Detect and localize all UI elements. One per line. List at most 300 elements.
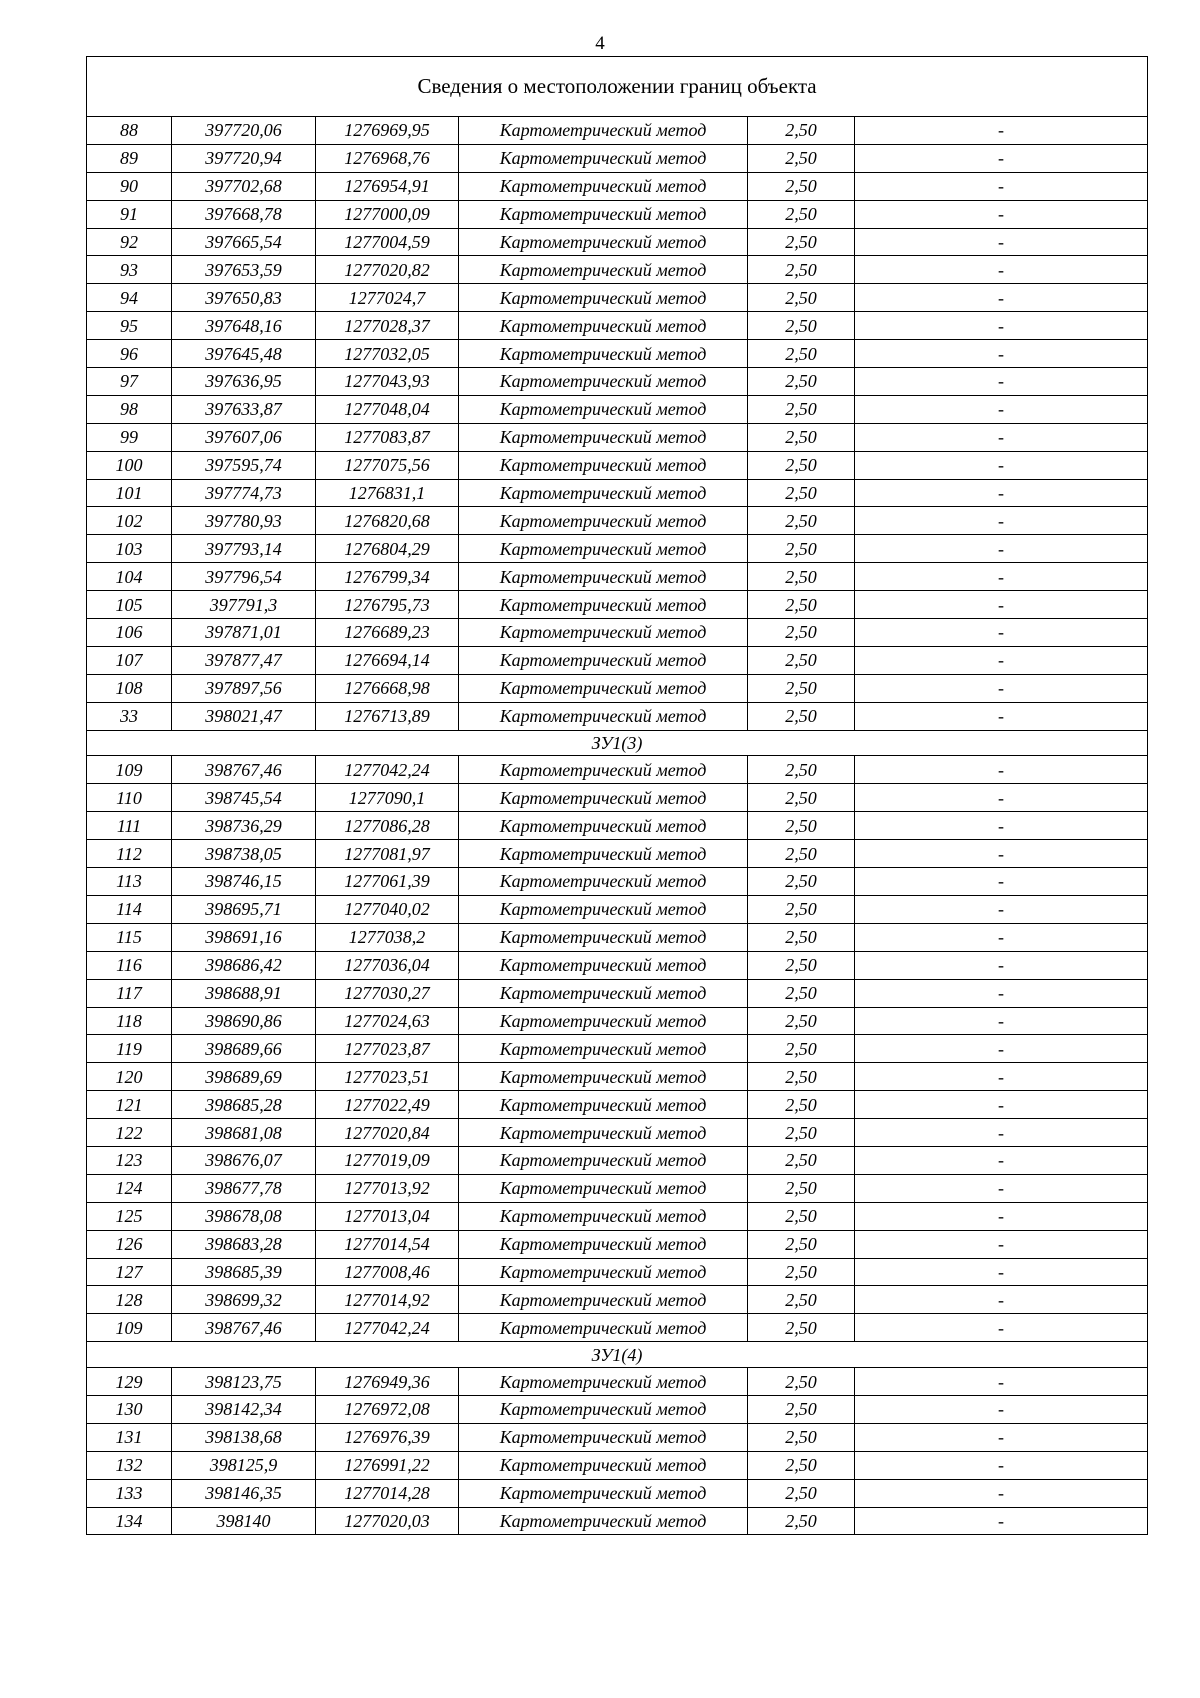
point-number-cell: 109: [87, 756, 172, 784]
accuracy-cell: 2,50: [748, 895, 855, 923]
method-cell: Картометрический метод: [459, 868, 748, 896]
table-row: [87, 1202, 1148, 1230]
method-cell: Картометрический метод: [459, 619, 748, 647]
y-coordinate-cell: 1277023,87: [316, 1035, 459, 1063]
point-number-cell: 128: [87, 1286, 172, 1314]
y-coordinate-cell: 1277020,84: [316, 1119, 459, 1147]
point-number-cell: 100: [87, 451, 172, 479]
method-cell: Картометрический метод: [459, 256, 748, 284]
table-row: [87, 868, 1148, 896]
description-cell: -: [855, 840, 1148, 868]
method-cell: Картометрический метод: [459, 479, 748, 507]
description-cell: -: [855, 423, 1148, 451]
accuracy-cell: 2,50: [748, 1507, 855, 1535]
method-cell: Картометрический метод: [459, 1451, 748, 1479]
description-cell: -: [855, 1174, 1148, 1202]
y-coordinate-cell: 1277014,92: [316, 1286, 459, 1314]
y-coordinate-cell: 1277014,28: [316, 1479, 459, 1507]
description-cell: -: [855, 895, 1148, 923]
y-coordinate-cell: 1276795,73: [316, 591, 459, 619]
point-number-cell: 106: [87, 619, 172, 647]
description-cell: -: [855, 144, 1148, 172]
y-coordinate-cell: 1277043,93: [316, 368, 459, 396]
accuracy-cell: 2,50: [748, 868, 855, 896]
table-row: [87, 1314, 1148, 1342]
table-row: [87, 1395, 1148, 1423]
point-number-cell: 89: [87, 144, 172, 172]
y-coordinate-cell: 1276804,29: [316, 535, 459, 563]
description-cell: -: [855, 563, 1148, 591]
y-coordinate-cell: 1277090,1: [316, 784, 459, 812]
page-number: 4: [595, 33, 605, 54]
method-cell: Картометрический метод: [459, 1174, 748, 1202]
method-cell: Картометрический метод: [459, 172, 748, 200]
method-cell: Картометрический метод: [459, 1202, 748, 1230]
x-coordinate-cell: 397791,3: [172, 591, 316, 619]
x-coordinate-cell: 397720,94: [172, 144, 316, 172]
table-row: [87, 256, 1148, 284]
accuracy-cell: 2,50: [748, 479, 855, 507]
point-number-cell: 120: [87, 1063, 172, 1091]
y-coordinate-cell: 1277032,05: [316, 340, 459, 368]
point-number-cell: 132: [87, 1451, 172, 1479]
method-cell: Картометрический метод: [459, 312, 748, 340]
table-row: [87, 923, 1148, 951]
accuracy-cell: 2,50: [748, 1451, 855, 1479]
table-row: [87, 144, 1148, 172]
accuracy-cell: 2,50: [748, 451, 855, 479]
y-coordinate-cell: 1276799,34: [316, 563, 459, 591]
x-coordinate-cell: 397653,59: [172, 256, 316, 284]
point-number-cell: 126: [87, 1230, 172, 1258]
y-coordinate-cell: 1276969,95: [316, 117, 459, 145]
table-row: [87, 951, 1148, 979]
table-row: [87, 1479, 1148, 1507]
point-number-cell: 110: [87, 784, 172, 812]
description-cell: -: [855, 591, 1148, 619]
y-coordinate-cell: 1276991,22: [316, 1451, 459, 1479]
accuracy-cell: 2,50: [748, 646, 855, 674]
table-row: [87, 1368, 1148, 1396]
accuracy-cell: 2,50: [748, 507, 855, 535]
point-number-cell: 133: [87, 1479, 172, 1507]
point-number-cell: 105: [87, 591, 172, 619]
x-coordinate-cell: 398683,28: [172, 1230, 316, 1258]
x-coordinate-cell: 397595,74: [172, 451, 316, 479]
accuracy-cell: 2,50: [748, 591, 855, 619]
y-coordinate-cell: 1277019,09: [316, 1146, 459, 1174]
x-coordinate-cell: 397668,78: [172, 200, 316, 228]
point-number-cell: 119: [87, 1035, 172, 1063]
description-cell: -: [855, 228, 1148, 256]
table-row: [87, 674, 1148, 702]
description-cell: -: [855, 784, 1148, 812]
x-coordinate-cell: 397780,93: [172, 507, 316, 535]
description-cell: -: [855, 1395, 1148, 1423]
y-coordinate-cell: 1276831,1: [316, 479, 459, 507]
x-coordinate-cell: 398678,08: [172, 1202, 316, 1230]
x-coordinate-cell: 397702,68: [172, 172, 316, 200]
x-coordinate-cell: 398123,75: [172, 1368, 316, 1396]
point-number-cell: 129: [87, 1368, 172, 1396]
point-number-cell: 90: [87, 172, 172, 200]
x-coordinate-cell: 397720,06: [172, 117, 316, 145]
table-row: [87, 1258, 1148, 1286]
method-cell: Картометрический метод: [459, 340, 748, 368]
table-row: [87, 1423, 1148, 1451]
accuracy-cell: 2,50: [748, 340, 855, 368]
y-coordinate-cell: 1277008,46: [316, 1258, 459, 1286]
description-cell: -: [855, 1202, 1148, 1230]
description-cell: -: [855, 1230, 1148, 1258]
method-cell: Картометрический метод: [459, 1091, 748, 1119]
method-cell: Картометрический метод: [459, 144, 748, 172]
accuracy-cell: 2,50: [748, 535, 855, 563]
point-number-cell: 134: [87, 1507, 172, 1535]
description-cell: -: [855, 312, 1148, 340]
accuracy-cell: 2,50: [748, 951, 855, 979]
method-cell: Картометрический метод: [459, 1286, 748, 1314]
y-coordinate-cell: 1277014,54: [316, 1230, 459, 1258]
table-row: [87, 812, 1148, 840]
point-number-cell: 93: [87, 256, 172, 284]
table-row: [87, 702, 1148, 730]
x-coordinate-cell: 398676,07: [172, 1146, 316, 1174]
accuracy-cell: 2,50: [748, 423, 855, 451]
accuracy-cell: 2,50: [748, 1202, 855, 1230]
table-row: [87, 979, 1148, 1007]
accuracy-cell: 2,50: [748, 619, 855, 647]
point-number-cell: 103: [87, 535, 172, 563]
point-number-cell: 118: [87, 1007, 172, 1035]
table-row: [87, 1091, 1148, 1119]
accuracy-cell: 2,50: [748, 1119, 855, 1147]
table-row: [87, 563, 1148, 591]
point-number-cell: 127: [87, 1258, 172, 1286]
point-number-cell: 107: [87, 646, 172, 674]
method-cell: Картометрический метод: [459, 1395, 748, 1423]
accuracy-cell: 2,50: [748, 812, 855, 840]
x-coordinate-cell: 397877,47: [172, 646, 316, 674]
y-coordinate-cell: 1277083,87: [316, 423, 459, 451]
method-cell: Картометрический метод: [459, 923, 748, 951]
x-coordinate-cell: 398125,9: [172, 1451, 316, 1479]
y-coordinate-cell: 1276713,89: [316, 702, 459, 730]
table-row: [87, 1174, 1148, 1202]
accuracy-cell: 2,50: [748, 395, 855, 423]
method-cell: Картометрический метод: [459, 1007, 748, 1035]
method-cell: Картометрический метод: [459, 812, 748, 840]
point-number-cell: 99: [87, 423, 172, 451]
x-coordinate-cell: 397665,54: [172, 228, 316, 256]
table-row: [87, 172, 1148, 200]
x-coordinate-cell: 398689,66: [172, 1035, 316, 1063]
accuracy-cell: 2,50: [748, 117, 855, 145]
x-coordinate-cell: 398689,69: [172, 1063, 316, 1091]
description-cell: -: [855, 340, 1148, 368]
accuracy-cell: 2,50: [748, 144, 855, 172]
description-cell: -: [855, 1507, 1148, 1535]
accuracy-cell: 2,50: [748, 702, 855, 730]
method-cell: Картометрический метод: [459, 1507, 748, 1535]
table-row: [87, 228, 1148, 256]
method-cell: Картометрический метод: [459, 674, 748, 702]
accuracy-cell: 2,50: [748, 1395, 855, 1423]
y-coordinate-cell: 1277004,59: [316, 228, 459, 256]
accuracy-cell: 2,50: [748, 1146, 855, 1174]
x-coordinate-cell: 397774,73: [172, 479, 316, 507]
method-cell: Картометрический метод: [459, 228, 748, 256]
x-coordinate-cell: 398142,34: [172, 1395, 316, 1423]
method-cell: Картометрический метод: [459, 1119, 748, 1147]
point-number-cell: 115: [87, 923, 172, 951]
x-coordinate-cell: 397793,14: [172, 535, 316, 563]
accuracy-cell: 2,50: [748, 1314, 855, 1342]
table-title: Сведения о местоположении границ объекта: [87, 57, 1148, 117]
y-coordinate-cell: 1277036,04: [316, 951, 459, 979]
accuracy-cell: 2,50: [748, 1368, 855, 1396]
point-number-cell: 121: [87, 1091, 172, 1119]
x-coordinate-cell: 398685,39: [172, 1258, 316, 1286]
table-row: [87, 535, 1148, 563]
method-cell: Картометрический метод: [459, 423, 748, 451]
x-coordinate-cell: 398688,91: [172, 979, 316, 1007]
y-coordinate-cell: 1276949,36: [316, 1368, 459, 1396]
y-coordinate-cell: 1277028,37: [316, 312, 459, 340]
x-coordinate-cell: 398138,68: [172, 1423, 316, 1451]
description-cell: -: [855, 923, 1148, 951]
x-coordinate-cell: 398677,78: [172, 1174, 316, 1202]
point-number-cell: 95: [87, 312, 172, 340]
x-coordinate-cell: 398146,35: [172, 1479, 316, 1507]
y-coordinate-cell: 1277038,2: [316, 923, 459, 951]
x-coordinate-cell: 398736,29: [172, 812, 316, 840]
x-coordinate-cell: 397645,48: [172, 340, 316, 368]
method-cell: Картометрический метод: [459, 1314, 748, 1342]
point-number-cell: 124: [87, 1174, 172, 1202]
accuracy-cell: 2,50: [748, 228, 855, 256]
section-header-row: [87, 730, 1148, 756]
y-coordinate-cell: 1277048,04: [316, 395, 459, 423]
method-cell: Картометрический метод: [459, 756, 748, 784]
y-coordinate-cell: 1277042,24: [316, 756, 459, 784]
x-coordinate-cell: 398738,05: [172, 840, 316, 868]
description-cell: -: [855, 1286, 1148, 1314]
method-cell: Картометрический метод: [459, 895, 748, 923]
x-coordinate-cell: 398691,16: [172, 923, 316, 951]
boundary-coordinates-table: [86, 56, 1148, 1535]
y-coordinate-cell: 1277061,39: [316, 868, 459, 896]
description-cell: -: [855, 1258, 1148, 1286]
table-row: [87, 591, 1148, 619]
accuracy-cell: 2,50: [748, 1423, 855, 1451]
method-cell: Картометрический метод: [459, 507, 748, 535]
x-coordinate-cell: 397648,16: [172, 312, 316, 340]
table-row: [87, 479, 1148, 507]
method-cell: Картометрический метод: [459, 200, 748, 228]
accuracy-cell: 2,50: [748, 923, 855, 951]
table-row: [87, 1230, 1148, 1258]
accuracy-cell: 2,50: [748, 1286, 855, 1314]
description-cell: -: [855, 256, 1148, 284]
accuracy-cell: 2,50: [748, 284, 855, 312]
description-cell: -: [855, 1451, 1148, 1479]
y-coordinate-cell: 1277013,04: [316, 1202, 459, 1230]
point-number-cell: 109: [87, 1314, 172, 1342]
x-coordinate-cell: 397607,06: [172, 423, 316, 451]
y-coordinate-cell: 1276820,68: [316, 507, 459, 535]
table-row: [87, 1007, 1148, 1035]
method-cell: Картометрический метод: [459, 1423, 748, 1451]
description-cell: -: [855, 479, 1148, 507]
point-number-cell: 111: [87, 812, 172, 840]
point-number-cell: 117: [87, 979, 172, 1007]
x-coordinate-cell: 398681,08: [172, 1119, 316, 1147]
description-cell: -: [855, 535, 1148, 563]
table-row: [87, 200, 1148, 228]
x-coordinate-cell: 397897,56: [172, 674, 316, 702]
method-cell: Картометрический метод: [459, 1368, 748, 1396]
description-cell: -: [855, 674, 1148, 702]
y-coordinate-cell: 1277000,09: [316, 200, 459, 228]
x-coordinate-cell: 397650,83: [172, 284, 316, 312]
x-coordinate-cell: 398767,46: [172, 1314, 316, 1342]
method-cell: Картометрический метод: [459, 591, 748, 619]
method-cell: Картометрический метод: [459, 395, 748, 423]
table-row: [87, 619, 1148, 647]
table-row: [87, 395, 1148, 423]
x-coordinate-cell: 398140: [172, 1507, 316, 1535]
method-cell: Картометрический метод: [459, 784, 748, 812]
method-cell: Картометрический метод: [459, 1063, 748, 1091]
point-number-cell: 113: [87, 868, 172, 896]
method-cell: Картометрический метод: [459, 702, 748, 730]
method-cell: Картометрический метод: [459, 563, 748, 591]
table-row: [87, 284, 1148, 312]
method-cell: Картометрический метод: [459, 1230, 748, 1258]
accuracy-cell: 2,50: [748, 756, 855, 784]
y-coordinate-cell: 1276689,23: [316, 619, 459, 647]
x-coordinate-cell: 398767,46: [172, 756, 316, 784]
point-number-cell: 101: [87, 479, 172, 507]
description-cell: -: [855, 368, 1148, 396]
description-cell: -: [855, 117, 1148, 145]
table-row: [87, 312, 1148, 340]
accuracy-cell: 2,50: [748, 784, 855, 812]
table-row: [87, 1035, 1148, 1063]
method-cell: Картометрический метод: [459, 1479, 748, 1507]
accuracy-cell: 2,50: [748, 172, 855, 200]
x-coordinate-cell: 398695,71: [172, 895, 316, 923]
point-number-cell: 108: [87, 674, 172, 702]
method-cell: Картометрический метод: [459, 1035, 748, 1063]
x-coordinate-cell: 397796,54: [172, 563, 316, 591]
y-coordinate-cell: 1277024,7: [316, 284, 459, 312]
y-coordinate-cell: 1277020,03: [316, 1507, 459, 1535]
table-row: [87, 1451, 1148, 1479]
y-coordinate-cell: 1277024,63: [316, 1007, 459, 1035]
description-cell: -: [855, 1423, 1148, 1451]
description-cell: -: [855, 1314, 1148, 1342]
description-cell: -: [855, 172, 1148, 200]
accuracy-cell: 2,50: [748, 563, 855, 591]
y-coordinate-cell: 1277022,49: [316, 1091, 459, 1119]
accuracy-cell: 2,50: [748, 840, 855, 868]
description-cell: -: [855, 1007, 1148, 1035]
table-row: [87, 840, 1148, 868]
section-label: ЗУ1(4): [87, 1342, 1148, 1368]
description-cell: -: [855, 1091, 1148, 1119]
accuracy-cell: 2,50: [748, 979, 855, 1007]
table-title-row: [87, 57, 1148, 117]
accuracy-cell: 2,50: [748, 1091, 855, 1119]
description-cell: -: [855, 951, 1148, 979]
table-row: [87, 423, 1148, 451]
x-coordinate-cell: 398690,86: [172, 1007, 316, 1035]
y-coordinate-cell: 1277023,51: [316, 1063, 459, 1091]
point-number-cell: 96: [87, 340, 172, 368]
description-cell: -: [855, 451, 1148, 479]
point-number-cell: 116: [87, 951, 172, 979]
y-coordinate-cell: 1276972,08: [316, 1395, 459, 1423]
x-coordinate-cell: 397633,87: [172, 395, 316, 423]
x-coordinate-cell: 397636,95: [172, 368, 316, 396]
table-row: [87, 1063, 1148, 1091]
description-cell: -: [855, 979, 1148, 1007]
accuracy-cell: 2,50: [748, 1479, 855, 1507]
description-cell: -: [855, 284, 1148, 312]
table-row: [87, 1286, 1148, 1314]
point-number-cell: 94: [87, 284, 172, 312]
x-coordinate-cell: 398746,15: [172, 868, 316, 896]
y-coordinate-cell: 1276954,91: [316, 172, 459, 200]
section-header-row: [87, 1342, 1148, 1368]
accuracy-cell: 2,50: [748, 1063, 855, 1091]
table-row: [87, 117, 1148, 145]
table-row: [87, 340, 1148, 368]
table-row: [87, 451, 1148, 479]
table-row: [87, 646, 1148, 674]
accuracy-cell: 2,50: [748, 1174, 855, 1202]
method-cell: Картометрический метод: [459, 979, 748, 1007]
y-coordinate-cell: 1277075,56: [316, 451, 459, 479]
table-row: [87, 1119, 1148, 1147]
point-number-cell: 114: [87, 895, 172, 923]
x-coordinate-cell: 398685,28: [172, 1091, 316, 1119]
y-coordinate-cell: 1277042,24: [316, 1314, 459, 1342]
method-cell: Картометрический метод: [459, 535, 748, 563]
accuracy-cell: 2,50: [748, 256, 855, 284]
method-cell: Картометрический метод: [459, 951, 748, 979]
accuracy-cell: 2,50: [748, 1035, 855, 1063]
description-cell: -: [855, 395, 1148, 423]
x-coordinate-cell: 398021,47: [172, 702, 316, 730]
description-cell: -: [855, 868, 1148, 896]
description-cell: -: [855, 702, 1148, 730]
point-number-cell: 33: [87, 702, 172, 730]
table-row: [87, 895, 1148, 923]
description-cell: -: [855, 812, 1148, 840]
accuracy-cell: 2,50: [748, 1258, 855, 1286]
accuracy-cell: 2,50: [748, 1230, 855, 1258]
x-coordinate-cell: 398686,42: [172, 951, 316, 979]
point-number-cell: 130: [87, 1395, 172, 1423]
table-row: [87, 1146, 1148, 1174]
x-coordinate-cell: 398699,32: [172, 1286, 316, 1314]
description-cell: -: [855, 1146, 1148, 1174]
table-row: [87, 507, 1148, 535]
method-cell: Картометрический метод: [459, 646, 748, 674]
